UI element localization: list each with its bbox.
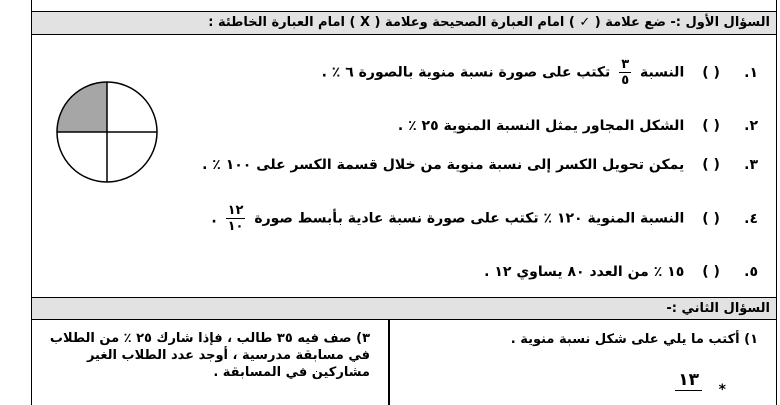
part-1-prompt: ١) أكتب ما يلي على شكل نسبة منوية .: [510, 332, 758, 347]
part-3-prompt: ٣) صف فيه ٣٥ طالب ، فإذا شارك ٢٥ ٪ من الطلاب في مسابقة مدرسية ، أوجد عدد الطلاب الغير مشاركين في المسابقة .: [49, 331, 370, 380]
item-number: ١.: [744, 64, 758, 81]
statement-2: [398, 118, 758, 134]
item-number: ٢.: [744, 118, 758, 134]
bullet-star: *: [718, 382, 726, 398]
statement-4: [211, 204, 758, 233]
fraction: [619, 58, 631, 87]
item-number: ٤.: [744, 210, 758, 227]
statement-3: [202, 157, 758, 173]
question-2-header: السؤال الثاني :-: [32, 297, 776, 320]
statement-text: ١٥ ٪ من العدد ٨٠ يساوي ١٢ .: [484, 264, 685, 280]
answer-box[interactable]: ( ): [702, 264, 720, 280]
question-1-header: السؤال الأول :- ضع علامة ( ✓ ) امام العبارة الصحيحة وعلامة ( X ) امام العبارة الخاطئة :: [32, 11, 776, 35]
statement-text: يمكن تحويل الكسر إلى نسبة منوية من خلال قسمة الكسر على ١٠٠ ٪ .: [202, 157, 685, 173]
fraction: [226, 204, 246, 233]
answer-box[interactable]: ( ): [702, 64, 720, 81]
numerator: ١٣: [675, 371, 702, 391]
answer-box[interactable]: ( ): [702, 118, 720, 134]
answer-box[interactable]: ( ): [702, 210, 720, 227]
item-number: ٥.: [744, 264, 758, 280]
item-number: ٣.: [744, 157, 758, 173]
statement-text: النسبة المنوية ١٢٠ ٪ تكتب على صورة نسبة عادية بأبسط صورة: [254, 210, 685, 227]
quarter-circle-figure: [55, 80, 159, 184]
denominator: ١٠: [227, 219, 244, 234]
numerator: ١٢: [227, 203, 244, 218]
denominator: ٥: [621, 73, 630, 88]
statement-text: تكتب على صورة نسبة منوية بالصورة ٦ ٪ .: [321, 64, 611, 81]
answer-box[interactable]: ( ): [702, 157, 720, 173]
statement-text: .: [211, 210, 217, 227]
statement-text: النسبة: [640, 64, 685, 81]
numerator: ٣: [621, 57, 630, 72]
partial-fraction: [675, 371, 702, 391]
statement-text: الشكل المجاور يمثل النسبة المنوية ٢٥ ٪ .: [397, 118, 685, 134]
statement-1: [322, 58, 758, 87]
column-divider: [388, 320, 390, 405]
statement-5: [484, 264, 758, 280]
